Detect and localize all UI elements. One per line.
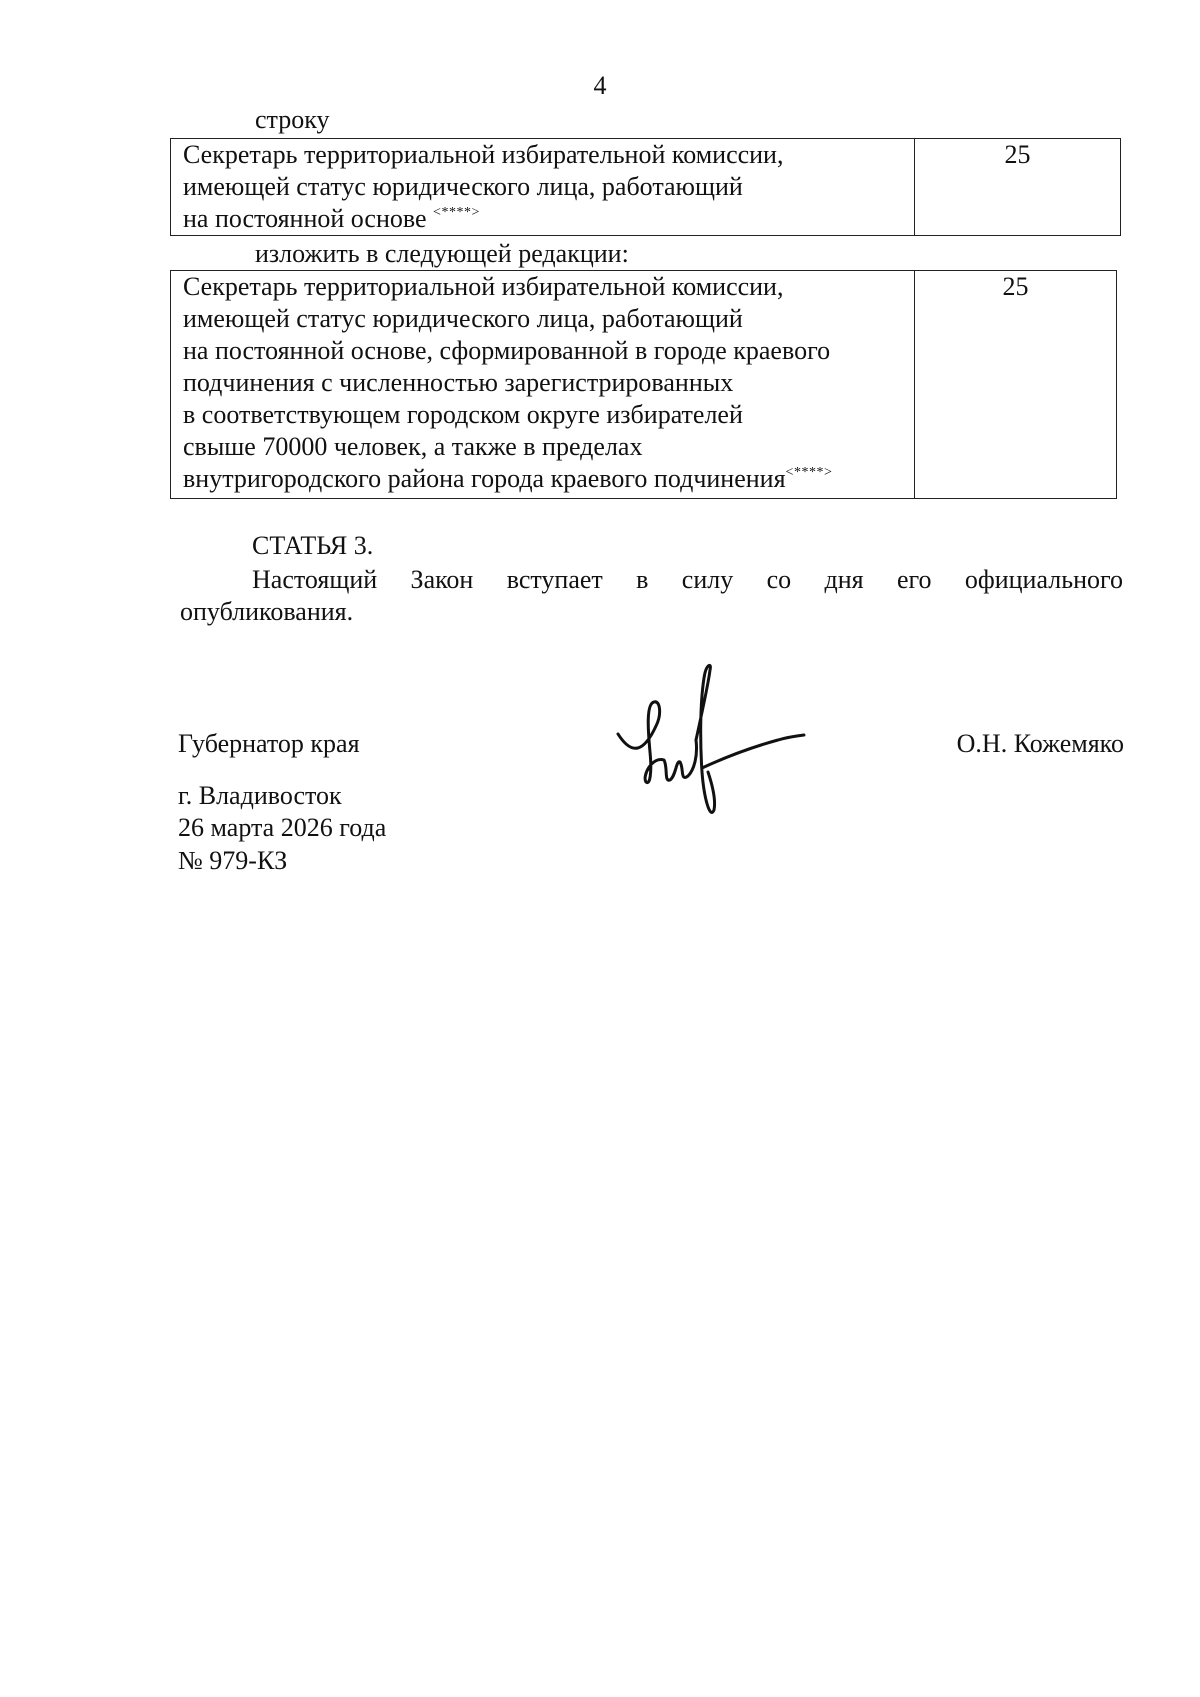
new-row-line-5: в соответствующем городском округе избирателей xyxy=(183,400,743,429)
article-heading: СТАТЬЯ 3. xyxy=(252,531,374,560)
article-text-line-1: Настоящий Закон вступает в силу со дня его официального xyxy=(252,565,1123,594)
page-number: 4 xyxy=(593,71,607,100)
new-row-line-4: подчинения с численностью зарегистрированных xyxy=(183,368,734,397)
issue-date: 26 марта 2026 года xyxy=(178,813,387,842)
new-row-value: 25 xyxy=(915,271,1117,499)
article-text-line-2: опубликования. xyxy=(180,597,354,626)
table-row xyxy=(171,271,1117,499)
signatory-position: Губернатор края xyxy=(178,729,360,758)
old-row-line-3: на постоянной основе xyxy=(183,204,427,233)
issue-number: № 979-КЗ xyxy=(178,846,288,875)
new-row-line-7: внутригородского района города краевого подчинения xyxy=(183,464,786,493)
old-row-line-1: Секретарь территориальной избирательной комиссии, xyxy=(183,140,784,169)
old-row-table xyxy=(170,138,1121,236)
new-row-line-6: свыше 70000 человек, а также в пределах xyxy=(183,432,643,461)
signatory-name: О.Н. Кожемяко xyxy=(956,729,1124,758)
new-row-table xyxy=(170,270,1117,499)
old-row-line-2: имеющей статус юридического лица, работающий xyxy=(183,172,743,201)
old-row-footnote-mark: <****> xyxy=(433,205,480,220)
intro-word: строку xyxy=(255,105,330,134)
new-row-footnote-mark: <****> xyxy=(785,465,833,480)
new-row-line-2: имеющей статус юридического лица, работающий xyxy=(183,304,743,333)
issue-city: г. Владивосток xyxy=(178,781,342,810)
new-row-line-1: Секретарь территориальной избирательной комиссии, xyxy=(183,272,784,301)
old-row-value: 25 xyxy=(915,139,1121,236)
new-row-description xyxy=(171,271,915,499)
table-row xyxy=(171,139,1121,236)
new-row-line-3: на постоянной основе, сформированной в городе краевого xyxy=(183,336,831,365)
old-row-description xyxy=(171,139,915,236)
handwritten-signature xyxy=(610,660,810,820)
transition-text: изложить в следующей редакции: xyxy=(255,239,629,268)
